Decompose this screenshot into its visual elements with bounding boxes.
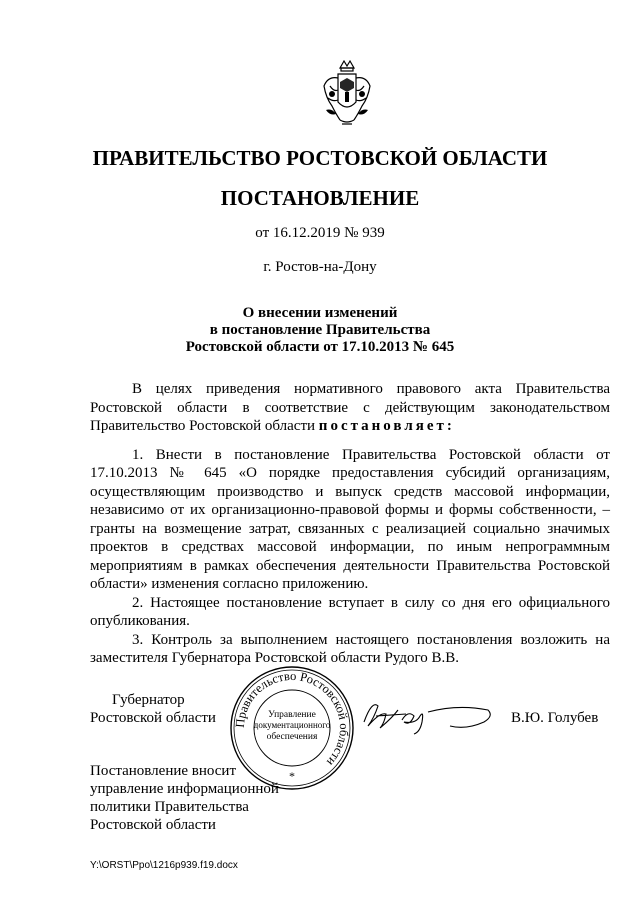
submitter-line-2: управление информационной xyxy=(90,781,279,797)
stamp-inner-line-1: Управление xyxy=(268,710,316,720)
item-3: 3. Контроль за выполнением настоящего постановления возложить на заместителя Губернатора Ростовской области Рудого В.В. xyxy=(90,631,610,666)
submitter-block xyxy=(90,762,279,834)
document-body xyxy=(90,380,610,668)
item-2: 2. Настоящее постановление вступает в силу со дня его официального опубликования. xyxy=(90,594,610,629)
signatory-position-line-1: Губернатор xyxy=(112,692,185,708)
document-type: ПОСТАНОВЛЕНИЕ xyxy=(220,186,420,210)
title-line-2: в постановление Правительства xyxy=(209,322,431,338)
title-line-1: О внесении изменений xyxy=(242,305,398,321)
document-title xyxy=(0,305,640,356)
preamble-text: В целях приведения нормативного правового акта Правительства Ростовской области в соответствие с действующим законодательством Правительство Ростовской области xyxy=(90,381,610,434)
handwritten-signature xyxy=(358,692,498,736)
stamp-inner-line-2: документационного xyxy=(253,720,331,730)
submitter-line-1: Постановление вносит xyxy=(90,763,237,779)
stamp-inner-line-3: обеспечения xyxy=(266,732,318,742)
stamp-ring-text: Правительство Ростовской области xyxy=(232,668,352,769)
coat-of-arms-emblem xyxy=(318,58,376,130)
preamble-action: постановляет: xyxy=(318,418,455,434)
document-date-number: от 16.12.2019 № 939 xyxy=(255,225,385,241)
document-city: г. Ростов-на-Дону xyxy=(263,259,377,275)
submitter-line-4: Ростовской области xyxy=(90,817,216,833)
signatory-position-line-2: Ростовской области xyxy=(90,710,216,726)
submitter-line-3: политики Правительства xyxy=(90,799,249,815)
file-path-footer: Y:\ORST\Ppo\1216p939.f19.docx xyxy=(90,860,238,871)
stamp-star: * xyxy=(289,769,295,783)
item-1: 1. Внести в постановление Правительства Ростовской области от 17.10.2013 № 645 «О порядке предоставления субсидий организациям, осуществляющим производство и выпуск средств массовой информации, независимо от их организационно-правовой формы и формы собственности, – гранты на возмещение затрат, связанных с реализацией социально значимых проектов в средствах массовой информации, по иным непрограммным мероприятиям в рамках обеспечения деятельности Правительства Ростовской области» изменения согласно приложению. xyxy=(90,446,610,592)
title-line-3: Ростовской области от 17.10.2013 № 645 xyxy=(185,339,455,355)
preamble-paragraph xyxy=(90,380,610,436)
organization-name: ПРАВИТЕЛЬСТВО РОСТОВСКОЙ ОБЛАСТИ xyxy=(92,146,548,170)
signatory-name: В.Ю. Голубев xyxy=(511,710,599,726)
